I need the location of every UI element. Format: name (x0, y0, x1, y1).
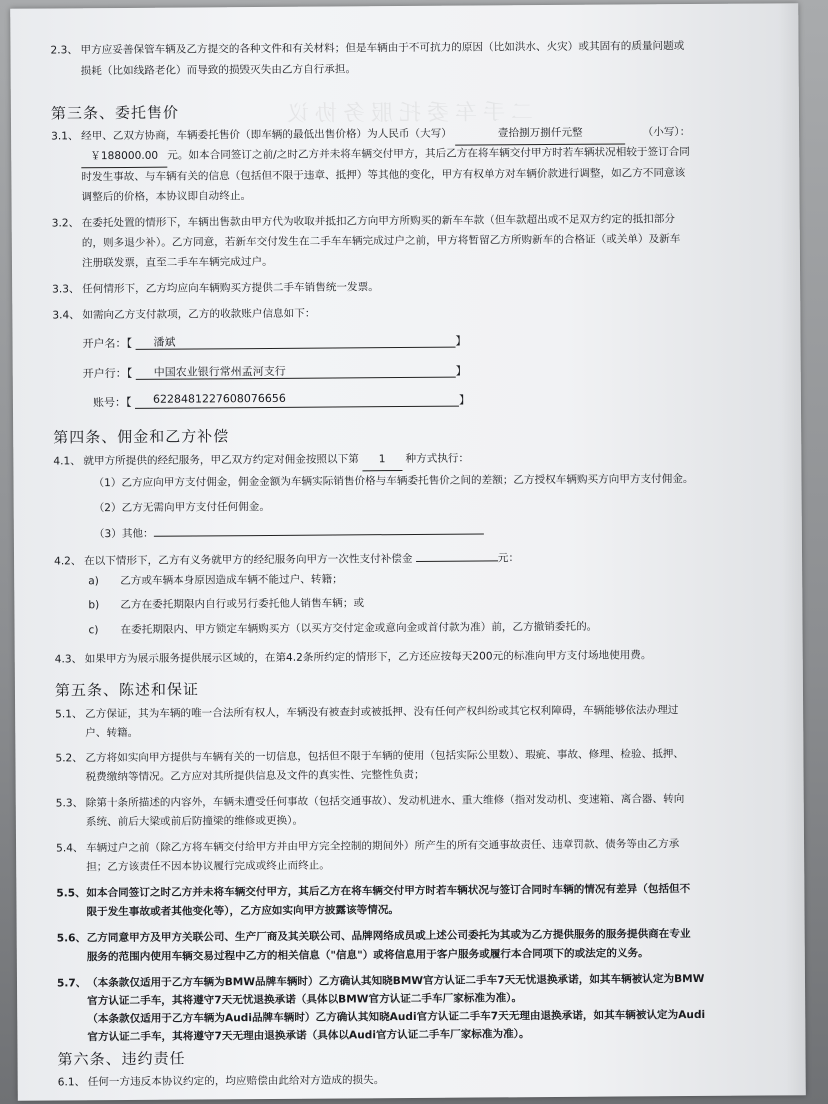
account-bank-label: 开户行：【 (82, 367, 133, 381)
clause-number: 3.3、 (52, 283, 80, 296)
account-number-label: 账号：【 (92, 395, 132, 410)
account-bank-row (83, 363, 467, 382)
clause-text: 甲方应妥善保管车辆及乙方提交的各种文件和有关材料；但是车辆由于不可抗力的原因（比如洪水、火灾）或其固有的质量问题或 (80, 40, 685, 57)
clause-4-1-1: （1）乙方应向甲方支付佣金，佣金金额为车辆实际销售价格与车辆委托售价之间的差额；乙方授权车辆购买方向甲方支付佣金。 (93, 473, 694, 490)
clause-text: 如本合同签订之时乙方并未将车辆交付甲方，其后乙方在将车辆交付甲方时若车辆状况与签订合同时车辆的情况有差异（包括但不 (86, 882, 691, 900)
clause-4-2-b (88, 594, 364, 617)
commission-option-field: 1 (362, 449, 402, 471)
clause-number: 5.6、 (56, 931, 87, 945)
clause-5-4-b: 担；乙方该责任不因本协议履行完成或终止而终止。 (86, 859, 330, 874)
clause-3-1-c: 时发生事故、与车辆有关的信息（包括但不限于违章、抵押）等其他的变化，甲方有权单方对车辆价款进行调整，如乙方不同意该 (81, 166, 686, 183)
clause-number: 5.2、 (55, 752, 83, 765)
clause-3-2-b: 的，则多退少补）。乙方同意，若新车交付发生在二手车车辆完成过户之前，甲方将暂留乙方所购新车的合格证（或关单）及新车 (81, 233, 681, 250)
price-lower-label: （小写）： (642, 126, 691, 139)
clause-3-2-c: 注册联发票，直至二手车车辆完成过户。 (81, 256, 273, 270)
item-marker: b) (88, 599, 100, 612)
clause-text: 元： (497, 551, 520, 564)
clause-text: （本条款仅适用于乙方车辆为BMW品牌车辆时）乙方确认其知晓BMW官方认证二手车7天无忧退换承诺，如其车辆被认定为BMW (86, 972, 705, 989)
price-lower-field: ￥188000.00 (81, 146, 167, 169)
clause-number: 4.3、 (54, 653, 83, 666)
clause-5-5-b: 限于发生事故或者其他变化等），乙方应如实向甲方披露该等情况。 (86, 903, 400, 919)
clause-number: 3.1、 (51, 130, 79, 143)
clause-5-4 (56, 834, 679, 859)
clause-number: 2.3、 (50, 44, 78, 57)
clause-text: 在委托期限内、甲方锁定车辆购买方（以买方交付定金或意向金或首付款为准）前，乙方撤销委托的。 (120, 620, 598, 637)
account-name-value: 潘斌 (153, 335, 176, 349)
clause-5-2-b: 税费缴纳等情况。乙方应对其所提供信息及文件的真实性、完整性负责； (85, 769, 425, 784)
section-3-title: 第三条、委托售价 (50, 103, 180, 123)
bracket-close: 】 (455, 364, 467, 378)
account-number-field (135, 391, 459, 408)
clause-number: 5.7、 (56, 976, 87, 990)
price-upper-field: 壹拾捌万捌仟元整 (455, 123, 625, 146)
clause-text: 任何情形下，乙方均应向车辆购买方提供二手车销售统一发票。 (82, 281, 379, 296)
clause-number: 5.4、 (56, 842, 84, 855)
clause-5-7-b: 官方认证二手车，其将遵守7天无忧退换承诺（具体以BMW官方认证二手车厂家标准为准）。 (87, 991, 523, 1007)
clause-text: 如果甲方为展示服务提供展示区域的，在第4.2条所约定的情形下，乙方还应按每天200元的标准向甲方支付场地使用费。 (84, 649, 652, 666)
item-marker: a) (88, 575, 99, 588)
clause-number: 5.5、 (56, 887, 86, 900)
clause-4-2-a (88, 570, 343, 593)
clause-6-1 (58, 1070, 385, 1093)
clause-text: 在委托处置的情形下，车辆出售款由甲方代为收取并抵扣乙方向甲方所购买的新车车款（但车款超出或不足双方约定的抵扣部分 (81, 213, 675, 230)
clause-5-3 (56, 789, 685, 814)
clause-5-7-c: （本条款仅适用于乙方车辆为Audi品牌车辆时）乙方确认其知晓Audi官方认证二手车7天无理由退换承诺，如其车辆被认定为Audi (87, 1008, 706, 1026)
clause-text: 车辆过户之前（除乙方将车辆交付给甲方并由甲方完全控制的期间外）所产生的所有交通事故责任、违章罚款、债务等由乙方承 (86, 838, 680, 855)
clause-5-1-b: 户、转籍。 (85, 727, 139, 740)
clause-number: 6.1、 (57, 1076, 86, 1089)
clause-text: 种方式执行： (405, 452, 470, 466)
account-number-row (93, 391, 470, 410)
section-5-title: 第五条、陈述和保证 (54, 680, 200, 700)
clause-text: 就甲方所提供的经纪服务，甲乙双方约定对佣金按照以下第 (83, 453, 359, 468)
clause-text: 经甲、乙双方协商，车辆委托售价（即车辆的最低出售价格）为人民币（大写） (81, 128, 452, 143)
clause-text: 任何一方违反本协议约定的，均应赔偿由此给对方造成的损失。 (87, 1074, 385, 1089)
clause-4-3 (55, 645, 652, 670)
clause-text: 乙方将如实向甲方提供与车辆有关的一切信息，包括但不限于车辆的使用（包括实际公里数）、瑕疵、事故、修理、检验、抵押、 (85, 748, 685, 765)
clause-5-3-b: 系统、前后大梁或前后防撞梁的维修或更换）。 (85, 814, 304, 829)
clause-text: 元。如本合同签订之前/之时乙方并未将车辆交付甲方，其后乙方在将车辆交付甲方时若车辆状况相较于签订合同 (167, 146, 690, 163)
clause-4-2-c (88, 617, 597, 642)
section-6-title: 第六条、违约责任 (57, 1049, 186, 1069)
bracket-close: 】 (455, 334, 467, 348)
clause-text: 乙方或车辆本身原因造成车辆不能过户、转籍； (120, 573, 343, 588)
underline (135, 332, 455, 349)
clause-5-7-d: 官方认证二手车，其将遵守7天无理由退换承诺（具体以Audi官方认证二手车厂家标准为准）。 (87, 1028, 530, 1044)
clause-4-1-2: （2）乙方无需向甲方支付任何佣金。 (93, 500, 270, 515)
clause-3-4 (52, 304, 315, 327)
account-name-row (82, 332, 466, 351)
clause-text: 如需向乙方支付款项，乙方的收款账户信息如下： (82, 307, 316, 322)
clause-2-3-cont: 损耗（比如线路老化）而导致的损毁灭失由乙方自行承担。 (80, 62, 357, 77)
clause-text: （3）其他： (93, 527, 154, 540)
clause-text: 乙方在委托期限内自行或另行委托他人销售车辆；或 (120, 597, 365, 612)
clause-number: 4.1、 (53, 455, 81, 468)
clause-5-1 (55, 700, 678, 725)
clause-5-6-b: 服务的范围内使用车辆交易过程中乙方的相关信息（"信息"）或将信息用于客户服务或履行本合同项下的或法定的义务。 (86, 947, 649, 964)
contract-page (10, 3, 806, 1100)
clause-4-1 (53, 449, 469, 474)
show-through-text: 二手车委托服务协议 (280, 100, 534, 127)
account-name-label: 开户名：【 (82, 336, 133, 350)
other-field (154, 519, 484, 536)
clause-4-1-3 (94, 519, 484, 545)
bracket-close: 】 (458, 393, 470, 407)
clause-number: 3.2、 (51, 217, 80, 230)
clause-4-2 (54, 546, 519, 572)
account-bank-value: 中国农业银行常州孟河支行 (153, 365, 286, 379)
account-bank-field (136, 363, 456, 380)
clause-3-3 (52, 277, 379, 300)
clause-number: 4.2、 (54, 554, 82, 567)
clause-number: 5.1、 (55, 708, 83, 721)
clause-text: 乙方保证，其为车辆的唯一合法所有权人，车辆没有被查封或被抵押、没有任何产权纠纷或其它权利障碍，车辆能够依法办理过 (85, 704, 679, 721)
section-4-title: 第四条、佣金和乙方补偿 (53, 427, 230, 447)
clause-2-3 (50, 37, 684, 62)
clause-text: 乙方同意甲方及甲方关联公司、生产厂商及其关联公司、品牌网络成员或上述公司委托为其或为乙方提供服务的服务提供商在专业 (86, 927, 691, 944)
clause-text: 在以下情形下，乙方有义务就甲方的经纪服务向甲方一次性支付补偿金 (84, 552, 413, 567)
account-number-value: 6228481227608076656 (152, 391, 286, 406)
item-marker: c) (88, 624, 99, 637)
account-name-field (135, 332, 455, 349)
clause-number: 3.4、 (52, 309, 80, 322)
clause-3-1-d: 调整后的价格，本协议即自动终止。 (81, 189, 252, 203)
clause-text: 除第十条所描述的内容外，车辆未遭受任何事故（包括交通事故）、发动机进水、重大维修（指对发动机、变速箱、离合器、转向 (85, 793, 685, 810)
compensation-amount-field (416, 546, 498, 562)
clause-number: 5.3、 (55, 797, 84, 810)
